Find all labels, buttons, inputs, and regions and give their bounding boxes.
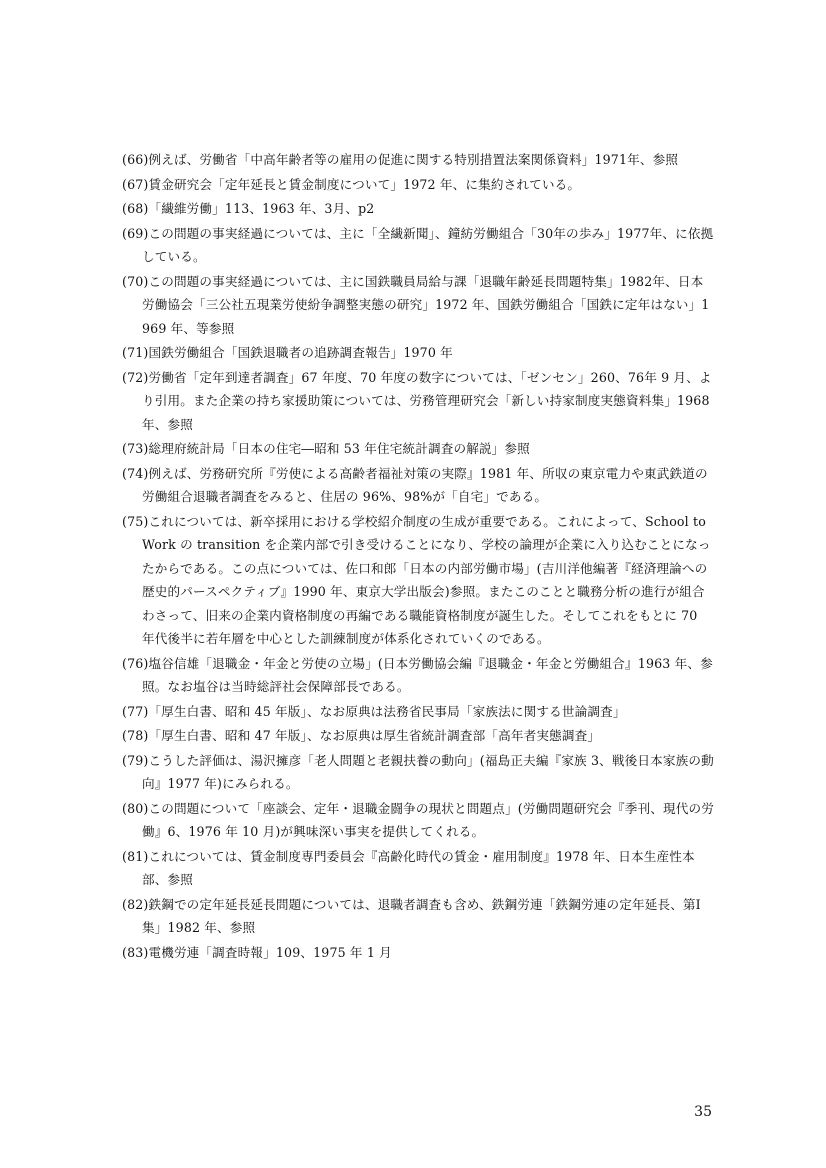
note-69: (69)この問題の事実経過については、主に「全繊新聞」、鐘紡労働組合「30年の歩み」1977年、に依拠している。	[122, 225, 714, 264]
note-66: (66)例えば、労働省「中高年齢者等の雇用の促進に関する特別措置法案関係資料」1971年、参照	[122, 152, 679, 167]
note-76: (76)塩谷信雄「退職金・年金と労使の立場」(日本労働協会編『退職金・年金と労働組合』1963 年、参照。なお塩谷は当時総評社会保障部長である。	[122, 655, 713, 694]
note-71: (71)国鉄労働組合「国鉄退職者の追跡調査報告」1970 年	[122, 345, 453, 360]
notes-list	[122, 148, 714, 965]
note-78: (78)「厚生白書、昭和 47 年版」、なお原典は厚生省統計調査部「高年者実態調査」	[122, 728, 601, 743]
note-74: (74)例えば、労務研究所『労使による高齢者福祉対策の実際』1981 年、所収の東京電力や東武鉄道の労働組合退職者調査をみると、住居の 96%、98%が「自宅」である。	[122, 465, 708, 504]
note-75: (75)これについては、新卒採用における学校紹介制度の生成が重要である。これによって、School to Work の transition を企業内部で引き受けることになり、学校の論理が企業に入り込むことになったからである。この点については、佐口和郎「日本の内部労働市場」(吉川洋他編著『経済理論への歴史的パースペクティブ』1990 年、東京大学出版会)参照。またこのことと職務分析の進行が組合わさって、旧来の企業内資格制度の再編である職能資格制度が誕生した。そしてこれをもとに 70 年代後半に若年層を中心とした訓練制度が体系化されていくのである。	[122, 513, 711, 646]
note-80: (80)この問題について「座談会、定年・退職金闘争の現状と問題点」(労働問題研究会『季刊、現代の労働』6、1976 年 10 月)が興味深い事実を提供してくれる。	[122, 800, 714, 839]
note-73: (73)総理府統計局「日本の住宅―昭和 53 年住宅統計調査の解説」参照	[122, 441, 530, 456]
note-77: (77)「厚生白書、昭和 45 年版」、なお原典は法務省民事局「家族法に関する世論調査」	[122, 703, 626, 719]
note-79: (79)こうした評価は、湯沢擁彦「老人問題と老親扶養の動向」(福島正夫編『家族 3、戦後日本家族の動向』1977 年)にみられる。	[122, 752, 714, 791]
note-70: (70)この問題の事実経過については、主に国鉄職員局給与課「退職年齢延長問題特集」1982年、日本労働協会「三公社五現業労使紛争調整実態の研究」1972 年、国鉄労働組合「国鉄に定年はない」1969 年、等参照	[122, 273, 710, 336]
note-68: (68)「繊維労働」113、1963 年、3月、p2	[122, 201, 375, 216]
note-82: (82)鉄鋼での定年延長延長問題については、退職者調査も含め、鉄鋼労連「鉄鋼労連の定年延長、第Ⅰ集」1982 年、参照	[122, 896, 701, 935]
note-81: (81)これについては、賃金制度専門委員会『高齢化時代の賃金・雇用制度』1978 年、日本生産性本部、参照	[122, 848, 695, 887]
note-83: (83)電機労連「調査時報」109、1975 年 1 月	[122, 944, 392, 960]
note-72: (72)労働省「定年到達者調査」67 年度、70 年度の数字については、「ゼンセン」260、76年 9 月、より引用。また企業の持ち家援助策については、労務管理研究会「新しい持家制度実態資料集」1968 年、参照	[122, 369, 712, 432]
page-number: 35	[694, 1104, 712, 1120]
note-67: (67)賃金研究会「定年延長と賃金制度について」1972 年、に集約されている。	[122, 176, 581, 192]
